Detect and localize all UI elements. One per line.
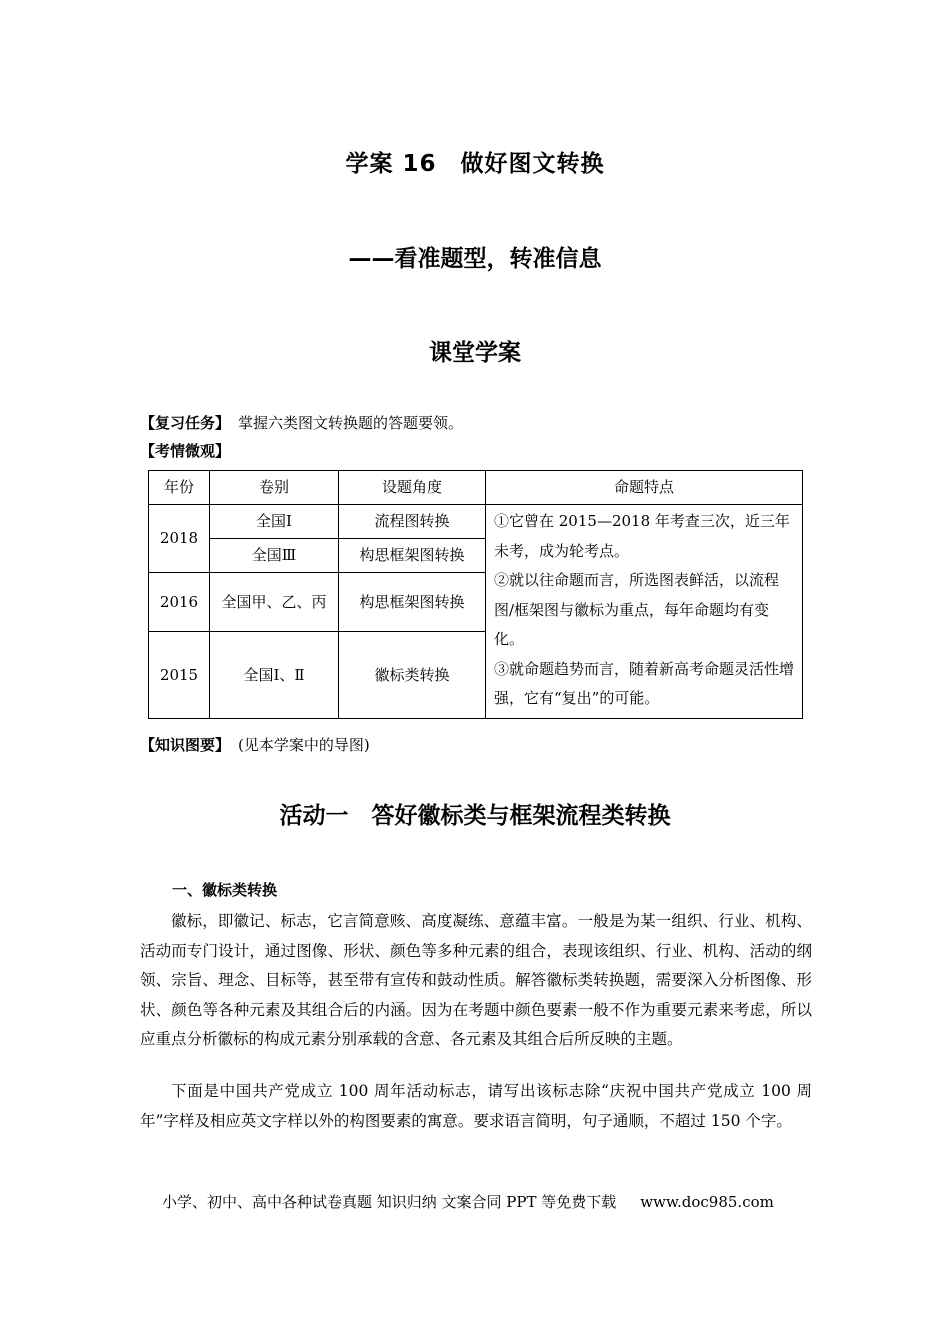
paper-cell: 全国Ⅰ、Ⅱ [210,632,339,719]
exam-info-table [148,470,803,719]
subsection-heading: 一、徽标类转换 [172,881,278,899]
review-task-text: 掌握六类图文转换题的答题要领。 [238,414,464,432]
table-header-cell: 年份 [149,471,210,505]
page-subtitle: ——看准题型，转准信息 [348,246,602,272]
footer-text: 小学、初中、高中各种试卷真题 知识归纳 文案合同 PPT 等免费下载 [162,1193,617,1211]
knowledge-map-line [140,735,370,755]
year-cell: 2016 [149,573,210,632]
features-cell [486,505,803,719]
section-title: 课堂学案 [429,340,521,366]
body-paragraph: 徽标，即徽记、标志，它言简意赅、高度凝练、意蕴丰富。一般是为某一组织、行业、机构、活动而专门设计，通过图像、形状、颜色等多种元素的组合，表现该组织、行业、机构、活动的纲领、宗旨、理念、目标等，甚至带有宣传和鼓动性质。解答徽标类转换题，需要深入分析图像、形状、颜色等各种元素及其组合后的内涵。因为在考题中颜色要素一般不作为重要元素来考虑，所以应重点分析徽标的构成元素分别承载的含意、各元素及其组合后所反映的主题。 [140,912,812,1048]
feature-item: ①它曾在 2015—2018 年考查三次，近三年未考，成为轮考点。 [494,512,790,560]
exam-overview-line [140,441,230,461]
table-header-cell: 设题角度 [339,471,486,505]
angle-cell: 流程图转换 [339,505,486,539]
knowledge-map-text: (见本学案中的导图) [238,736,370,754]
table-row [149,505,803,539]
activity-title: 活动一 答好徽标类与框架流程类转换 [279,803,671,829]
feature-item: ③就命题趋势而言，随着新高考命题灵活性增强，它有“复出”的可能。 [494,659,795,707]
footer-site: www.doc985.com [640,1193,774,1211]
knowledge-map-tag: 【知识图要】 [140,736,231,754]
table-header-cell: 卷别 [210,471,339,505]
body-paragraph: 下面是中国共产党成立 100 周年活动标志，请写出该标志除“庆祝中国共产党成立 100 周年”字样及相应英文字样以外的构图要素的寓意。要求语言简明，句子通顺，不超过 150 个字。 [140,1082,812,1130]
page-footer [162,1191,774,1212]
angle-cell: 徽标类转换 [339,632,486,719]
angle-cell: 构思框架图转换 [339,573,486,632]
year-cell: 2018 [149,505,210,573]
table-header-cell: 命题特点 [486,471,803,505]
page-title: 学案 16 做好图文转换 [345,151,605,177]
paper-cell: 全国Ⅰ [210,505,339,539]
angle-cell: 构思框架图转换 [339,539,486,573]
year-cell: 2015 [149,632,210,719]
paper-cell: 全国Ⅲ [210,539,339,573]
feature-item: ②就以往命题而言，所选图表鲜活，以流程图/框架图与徽标为重点，每年命题均有变化。 [494,571,780,648]
review-task-line [140,413,463,433]
review-task-tag: 【复习任务】 [140,414,231,432]
paper-cell: 全国甲、乙、丙 [210,573,339,632]
table-header-row [149,471,803,505]
exam-overview-tag: 【考情微观】 [140,442,231,460]
